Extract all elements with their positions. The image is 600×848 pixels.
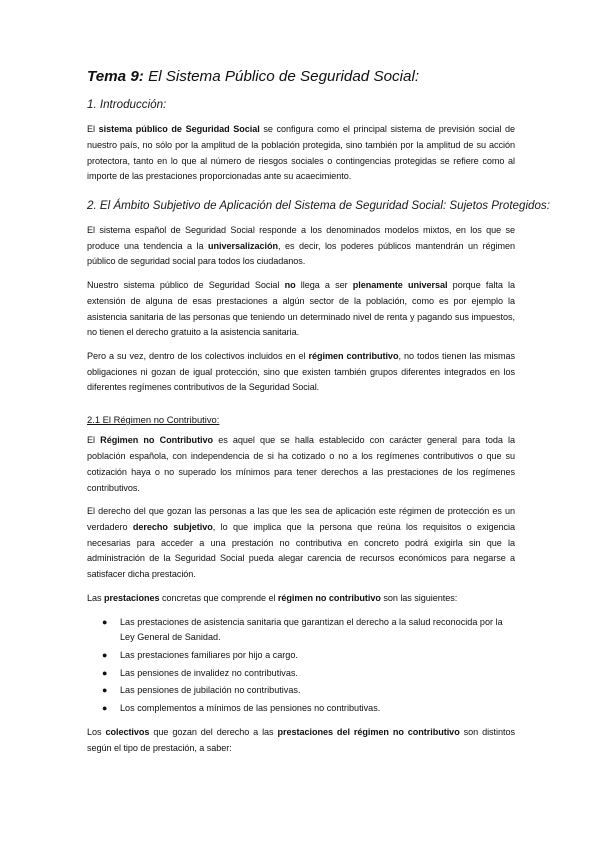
text-run: concretas que comprende el bbox=[159, 592, 278, 603]
text-run: Pero a su vez, dentro de los colectivos incluidos en el bbox=[87, 350, 309, 361]
list-item-text: Las pensiones de invalidez no contributivas. bbox=[120, 667, 298, 678]
bold-term: no bbox=[284, 280, 296, 291]
list-item bbox=[102, 683, 515, 699]
section-2-heading: 2. El Ámbito Subjetivo de Aplicación del Sistema de Seguridad Social: Sujetos Protegidos: bbox=[87, 199, 550, 213]
list-item bbox=[102, 666, 515, 682]
section-2-1-paragraph-2 bbox=[87, 504, 515, 583]
bold-term: régimen no contributivo bbox=[277, 592, 381, 603]
text-run: llega a ser bbox=[295, 280, 353, 291]
title-text: El Sistema Público de Seguridad Social: bbox=[143, 68, 420, 85]
text-run: El bbox=[87, 124, 99, 135]
bullet-icon: ● bbox=[102, 685, 108, 696]
document-content bbox=[87, 68, 550, 764]
bullet-icon: ● bbox=[102, 616, 108, 627]
text-run: que gozan del derecho a las bbox=[149, 726, 278, 737]
section-2-paragraph-3 bbox=[87, 349, 515, 396]
list-item-text: Los complementos a mínimos de las pensiones no contributivas. bbox=[120, 703, 381, 714]
bold-term: universalización bbox=[208, 240, 279, 251]
bold-term: colectivos bbox=[105, 726, 150, 737]
bold-term: prestaciones bbox=[104, 592, 160, 603]
section-1-paragraph-1 bbox=[87, 122, 515, 185]
list-item-text: Las prestaciones familiares por hijo a cargo. bbox=[120, 650, 298, 661]
text-run: , es decir, los poderes públicos mantendrán un régimen público de seguridad social para todos los ciudadanos. bbox=[87, 240, 515, 267]
bold-term: derecho subjetivo bbox=[132, 521, 213, 532]
bullet-icon: ● bbox=[102, 667, 108, 678]
section-2-1-paragraph-3 bbox=[87, 591, 515, 607]
text-run: , lo que implica que la persona que reúna los requisitos o exigencia necesarias para acceder a una prestación no contributiva en concreto podrá exigirla sin que la administración de la Seguridad Social pueda alegar carencia de recursos económicos para negarse a satisfacer dicha prestación. bbox=[87, 521, 515, 580]
text-run: Las bbox=[87, 592, 104, 603]
text-run: El bbox=[87, 435, 101, 446]
text-run: son las siguientes: bbox=[380, 592, 458, 603]
section-2-1-heading: 2.1 El Régimen no Contributivo: bbox=[87, 414, 220, 426]
list-item bbox=[102, 701, 515, 717]
bullet-icon: ● bbox=[102, 650, 108, 661]
text-run: El sistema español de Seguridad Social responde a los denominados modelos mixtos, en los que se produce una tendencia a la bbox=[87, 224, 515, 251]
text-run: El derecho del que gozan las personas a las que les sea de aplicación este régimen de protección es un verdadero bbox=[87, 506, 515, 532]
bold-term: régimen contributivo bbox=[308, 350, 399, 361]
title-prefix: Tema 9: bbox=[87, 68, 144, 85]
section-2-1-paragraph-4 bbox=[87, 725, 515, 756]
text-run: Los bbox=[87, 726, 106, 737]
section-1-heading: 1. Introducción: bbox=[87, 98, 167, 112]
list-item bbox=[102, 615, 515, 646]
bold-term: sistema público de Seguridad Social bbox=[98, 124, 260, 135]
bold-term: Régimen no Contributivo bbox=[100, 435, 214, 446]
list-item-text: Las pensiones de jubilación no contributivas. bbox=[120, 685, 301, 696]
text-run: porque falta la extensión de alguna de esas prestaciones a algún sector de la población, como es por ejemplo la asistencia sanitaria de las personas que teniendo un determinado nivel de renta y pagando sus impuestos, no tienen el derecho gratuito a la asistencia sanitaria. bbox=[87, 280, 515, 338]
text-run: Nuestro sistema público de Seguridad Social bbox=[87, 280, 285, 291]
list-item bbox=[102, 648, 515, 664]
text-run: son distintos según el tipo de prestación, a saber: bbox=[87, 726, 515, 753]
text-run: se configura como el principal sistema de previsión social de nuestro país, no sólo por la amplitud de la población protegida, sino también por la amplitud de su acción protectora, tanto en lo que al número de riesgos sociales o contingencias protegidas se refiere como al importe de las prestaciones proporcionadas ante su acaecimiento. bbox=[87, 124, 515, 182]
prestaciones-list bbox=[87, 615, 515, 717]
section-2-paragraph-1 bbox=[87, 223, 515, 270]
list-item-text: Las prestaciones de asistencia sanitaria que garantizan el derecho a la salud reconocida por la Ley General de Sanidad. bbox=[120, 616, 503, 643]
section-2-paragraph-2 bbox=[87, 278, 515, 341]
text-run: es aquel que se halla establecido con carácter general para toda la población española, con independencia de si ha cotizado o no a los regímenes contributivos o que su cotización haya o no superado los mínimos para tener derechos a las prestaciones de los regímenes contributivos. bbox=[87, 435, 515, 493]
section-2-1-paragraph-1 bbox=[87, 433, 515, 496]
bold-term: prestaciones del régimen no contributivo bbox=[277, 726, 460, 737]
document-title bbox=[87, 68, 515, 86]
bullet-icon: ● bbox=[102, 703, 108, 714]
bold-term: plenamente universal bbox=[352, 280, 448, 291]
text-run: , no todos tienen las mismas obligaciones ni gozan de igual protección, sino que existen también grupos diferentes integrados en los diferentes regímenes contributivos de la Seguridad Social. bbox=[87, 350, 515, 393]
